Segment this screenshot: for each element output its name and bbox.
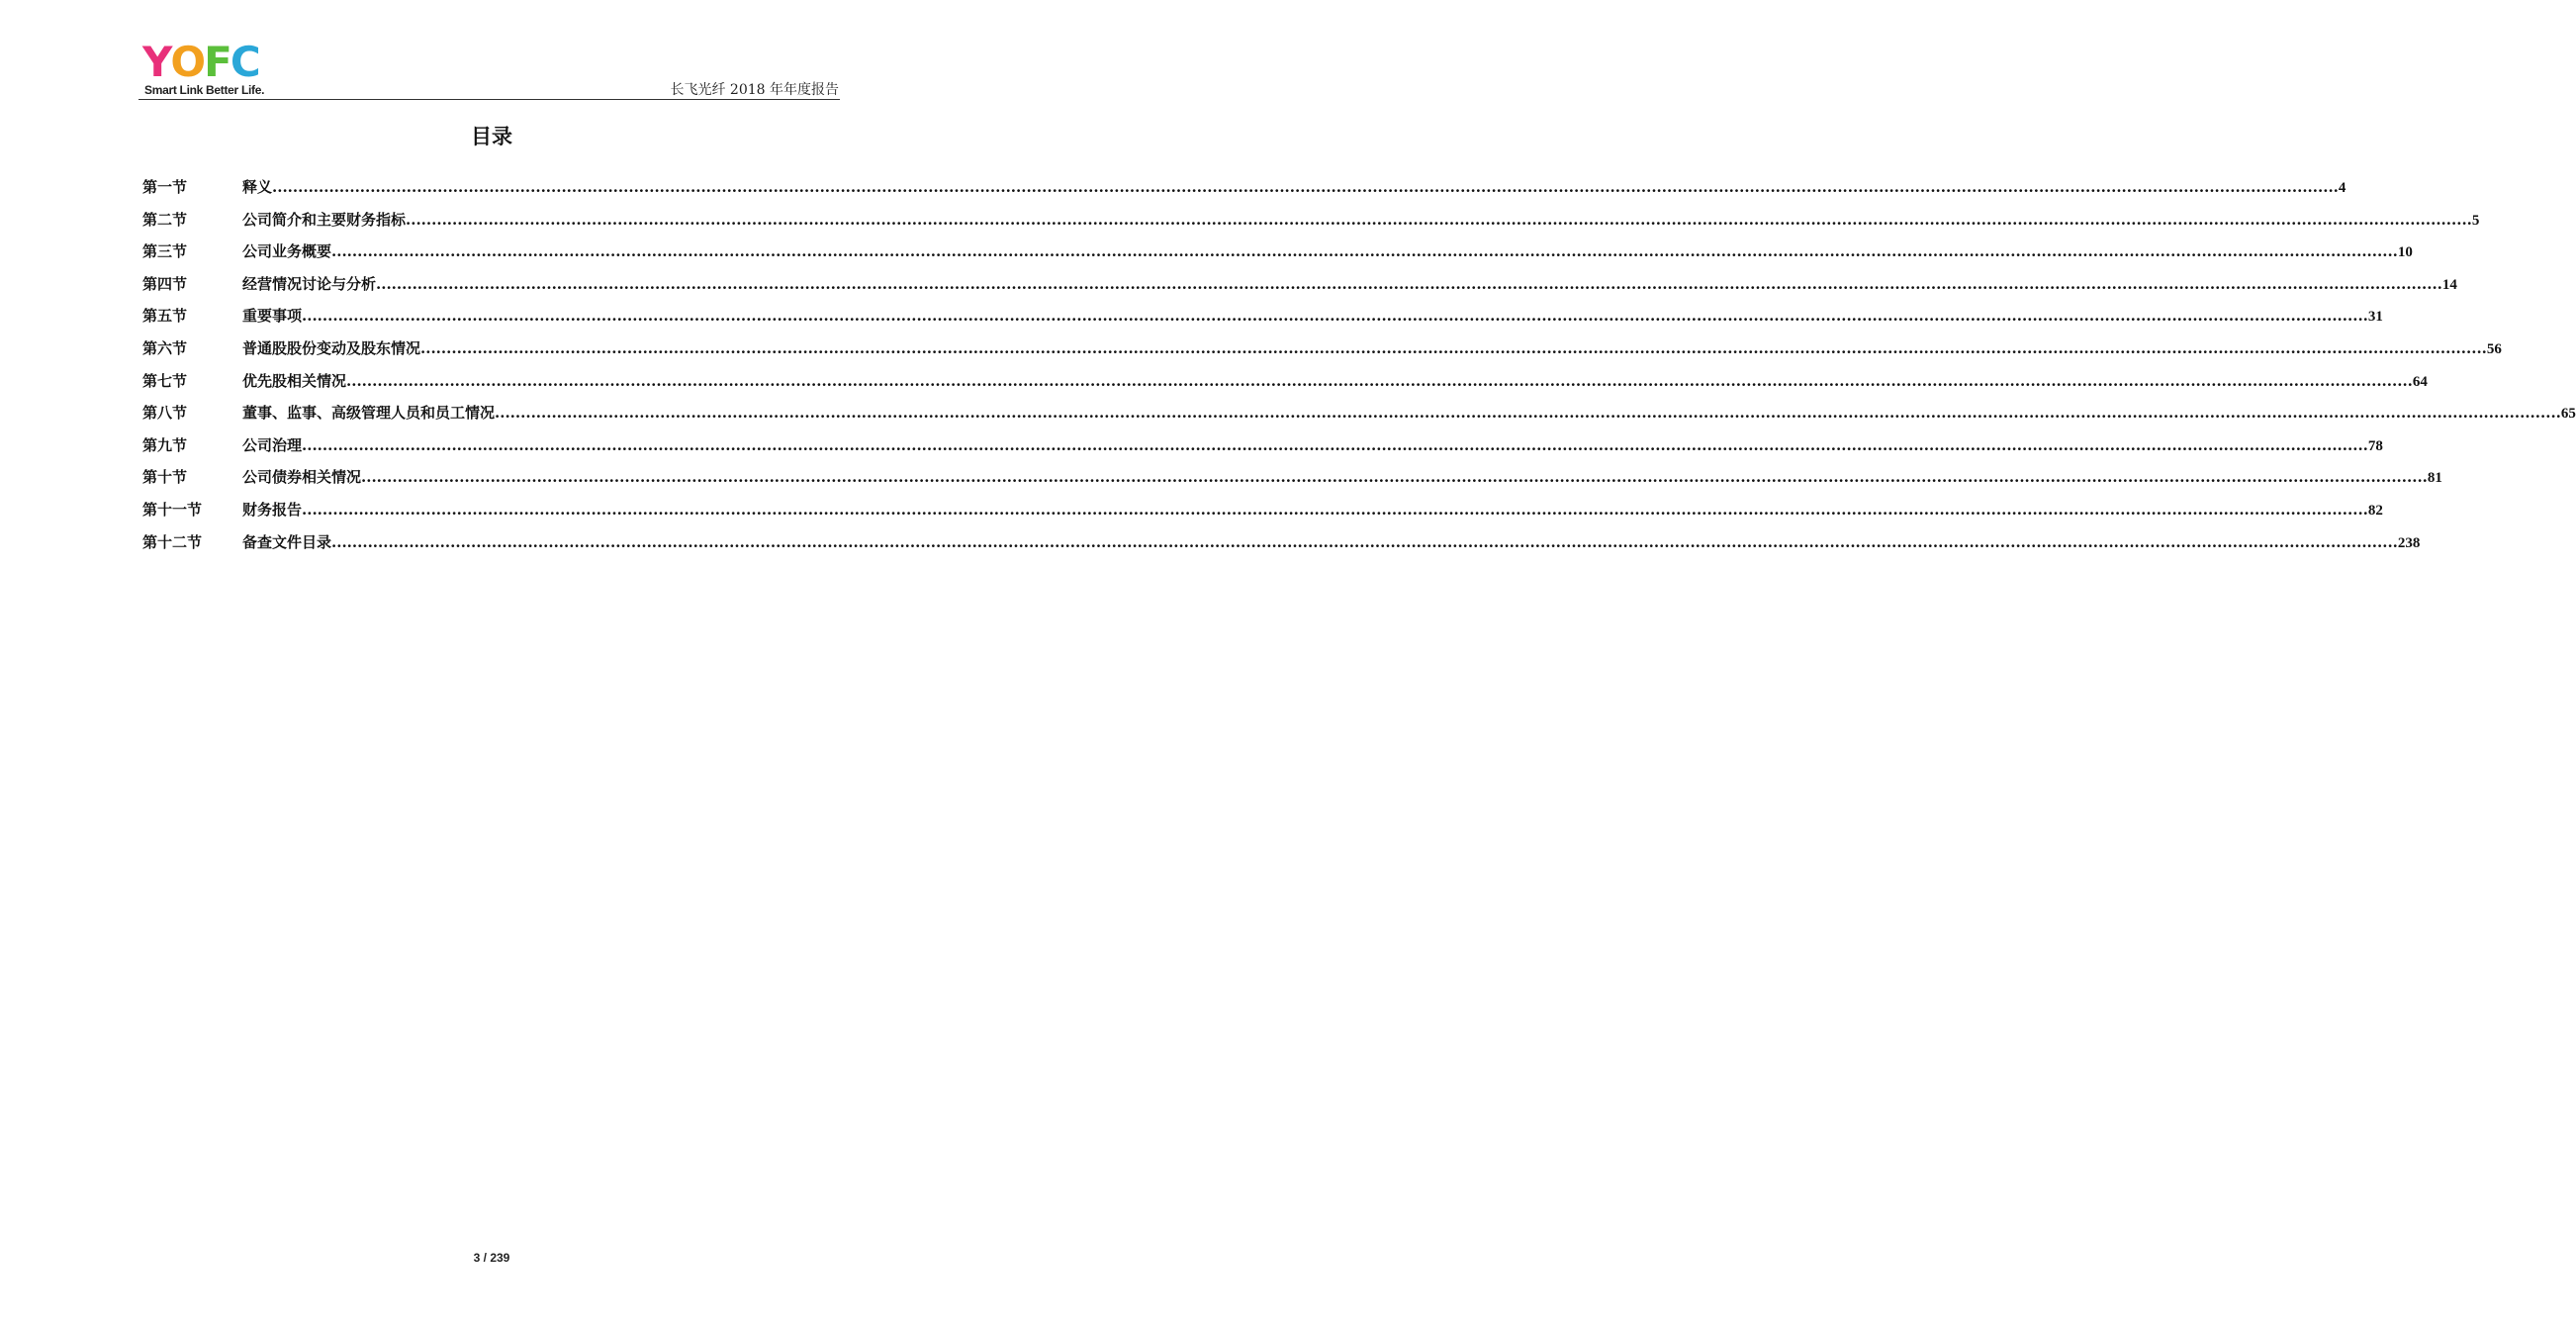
toc-entry[interactable] — [142, 273, 2457, 306]
toc-entry[interactable] — [142, 434, 2383, 467]
toc-page-number: 78 — [2367, 437, 2383, 454]
logo-letter: Y — [142, 38, 171, 86]
toc-entry[interactable] — [142, 337, 2502, 370]
toc-entry[interactable] — [142, 531, 2421, 564]
toc-section-title: 优先股相关情况 — [242, 371, 347, 390]
toc-section-number: 第八节 — [142, 404, 188, 423]
page-title: 目录 — [471, 125, 512, 148]
toc-section-title: 公司简介和主要财务指标 — [242, 210, 407, 229]
toc-section-number: 第六节 — [142, 338, 188, 357]
header-divider — [138, 99, 840, 100]
toc-dot-leader: ................................................................................................................................................................................................................................................................................................................................................................................................................ — [302, 307, 2368, 326]
table-of-contents — [142, 176, 2576, 563]
toc-section-number: 第四节 — [142, 274, 188, 293]
toc-entry[interactable] — [142, 176, 2346, 209]
toc-section-number: 第七节 — [142, 371, 188, 390]
toc-section-title: 备查文件目录 — [242, 532, 332, 551]
logo-tagline: Smart Link Better Life. — [144, 83, 265, 97]
header-report-title: 长飞光纤 2018 年年度报告 — [670, 82, 839, 98]
toc-page-number: 64 — [2412, 373, 2428, 390]
toc-section-title: 财务报告 — [242, 500, 303, 519]
logo-letters — [142, 38, 259, 86]
toc-section-number: 第三节 — [142, 242, 188, 261]
toc-section-title: 公司债券相关情况 — [242, 468, 362, 487]
toc-page-number: 81 — [2427, 470, 2442, 487]
toc-dot-leader: ................................................................................................................................................................................................................................................................................................................................................................................................................ — [331, 532, 2398, 551]
toc-section-title: 公司业务概要 — [242, 242, 332, 261]
toc-section-title: 普通股股份变动及股东情况 — [242, 338, 421, 357]
toc-entry[interactable] — [142, 240, 2413, 273]
toc-section-number: 第九节 — [142, 435, 188, 454]
toc-section-number: 第二节 — [142, 210, 188, 229]
toc-page-number: 238 — [2397, 534, 2421, 551]
logo-letter: F — [204, 38, 230, 86]
toc-dot-leader: ................................................................................................................................................................................................................................................................................................................................................................................................................ — [331, 242, 2398, 261]
logo-letter: C — [230, 38, 259, 86]
toc-section-title: 重要事项 — [242, 307, 303, 326]
toc-page-number: 5 — [2471, 212, 2480, 229]
toc-entry[interactable] — [142, 370, 2428, 403]
toc-section-number: 第十一节 — [142, 500, 203, 519]
page-number: 3 / 239 — [473, 1251, 510, 1265]
toc-section-number: 第五节 — [142, 307, 188, 326]
toc-dot-leader: ................................................................................................................................................................................................................................................................................................................................................................................................................ — [302, 435, 2368, 454]
toc-page-number: 82 — [2367, 502, 2383, 519]
toc-page-number: 14 — [2441, 276, 2457, 293]
toc-entry[interactable] — [142, 209, 2480, 241]
toc-page-number: 56 — [2486, 340, 2502, 357]
toc-dot-leader: ................................................................................................................................................................................................................................................................................................................................................................................................................ — [361, 468, 2428, 487]
toc-dot-leader: ................................................................................................................................................................................................................................................................................................................................................................................................................ — [272, 178, 2339, 196]
toc-section-number: 第一节 — [142, 178, 188, 196]
toc-page-number: 4 — [2338, 180, 2346, 196]
toc-dot-leader: ................................................................................................................................................................................................................................................................................................................................................................................................................ — [406, 210, 2472, 229]
toc-page-number: 31 — [2367, 309, 2383, 326]
toc-entry[interactable] — [142, 305, 2383, 337]
toc-entry[interactable] — [142, 499, 2383, 531]
logo-letter: O — [170, 38, 205, 86]
toc-dot-leader: ................................................................................................................................................................................................................................................................................................................................................................................................................ — [495, 404, 2561, 423]
toc-section-title: 董事、监事、高级管理人员和员工情况 — [242, 404, 496, 423]
toc-entry[interactable] — [142, 402, 2576, 434]
toc-section-number: 第十节 — [142, 468, 188, 487]
toc-dot-leader: ................................................................................................................................................................................................................................................................................................................................................................................................................ — [420, 338, 2487, 357]
toc-section-title: 经营情况讨论与分析 — [242, 274, 377, 293]
toc-section-number: 第十二节 — [142, 532, 203, 551]
toc-dot-leader: ................................................................................................................................................................................................................................................................................................................................................................................................................ — [346, 371, 2413, 390]
toc-page-number: 10 — [2397, 244, 2413, 261]
company-logo — [142, 38, 273, 100]
toc-dot-leader: ................................................................................................................................................................................................................................................................................................................................................................................................................ — [302, 500, 2368, 519]
toc-page-number: 65 — [2560, 406, 2576, 423]
toc-section-title: 公司治理 — [242, 435, 303, 454]
toc-dot-leader: ................................................................................................................................................................................................................................................................................................................................................................................................................ — [376, 274, 2442, 293]
toc-section-title: 释义 — [242, 178, 273, 196]
toc-entry[interactable] — [142, 466, 2442, 499]
